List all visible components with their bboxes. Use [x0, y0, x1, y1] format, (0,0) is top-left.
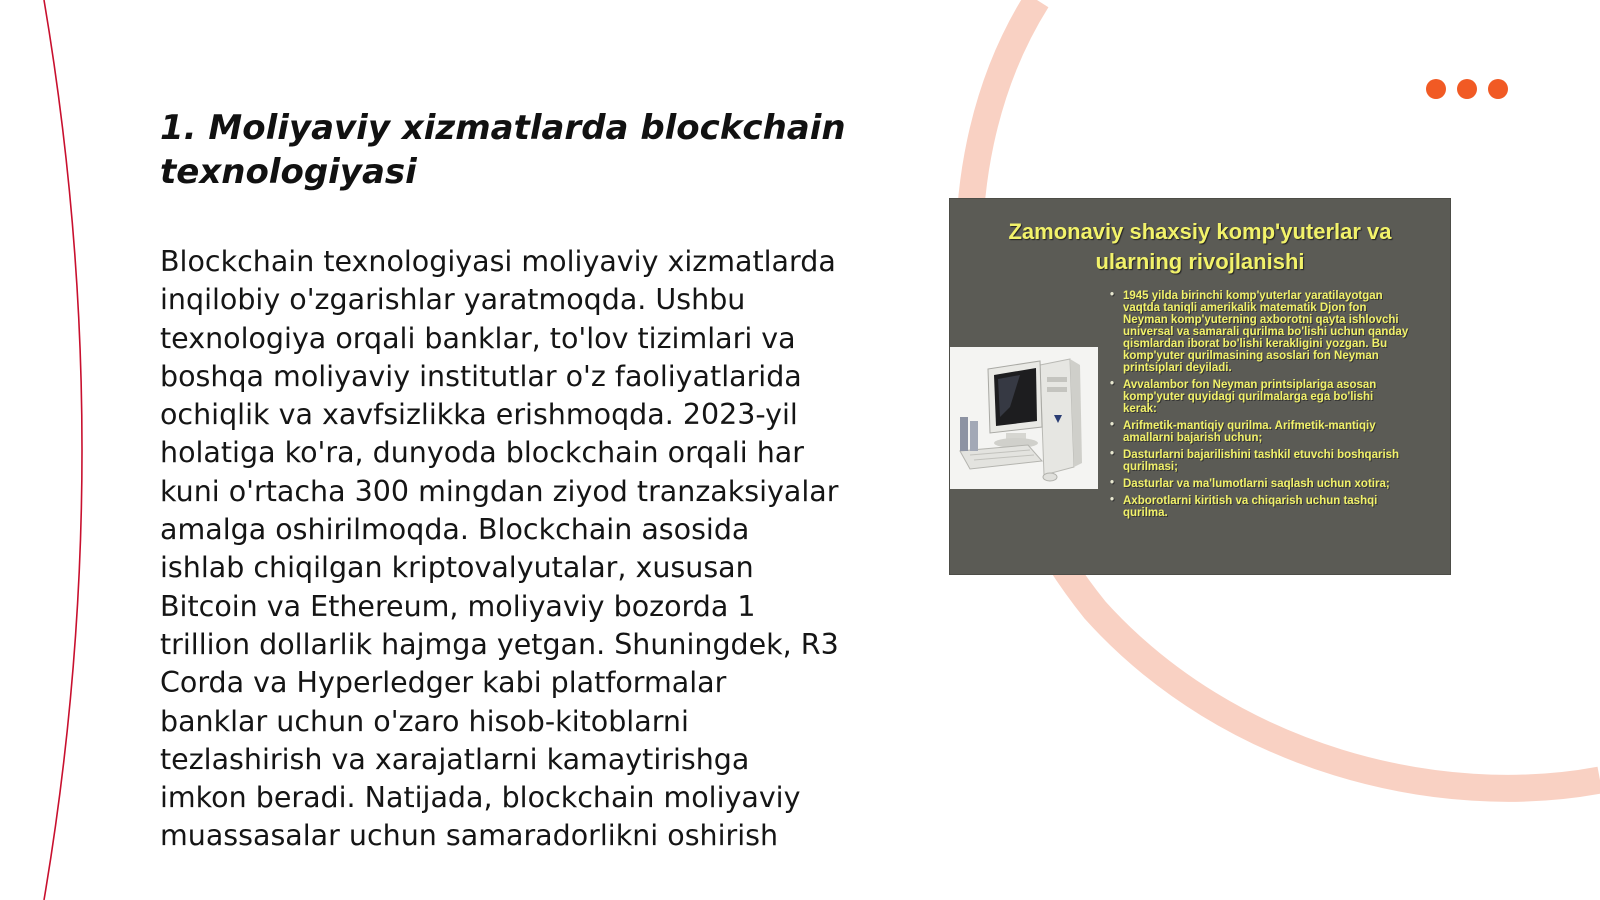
- slide-bullet: • Dasturlar va ma'lumotlarni saqlash uchun xotira;: [1110, 478, 1410, 490]
- computer-icon: [950, 347, 1098, 489]
- slide-image-title: [950, 217, 1450, 277]
- decorative-dots: [1426, 79, 1508, 99]
- body-paragraph: Blockchain texnologiyasi moliyaviy xizmatlarda inqilobiy o'zgarishlar yaratmoqda. Ushbu texnologiya orqali banklar, to'lov tizimlari va boshqa moliyaviy institutlar o'z faoliyatlarida ochiqlik va xavfsizlikka erishmoqda. 2023-yil holatiga ko'ra, dunyoda blockchain orqali har kuni o'rtacha 300 mingdan ziyod tranzaksiyalar amalga oshirilmoqda. Blockchain asosida ishlab chiqilgan kriptovalyutalar, xususan Bitcoin va Ethereum, moliyaviy bozorda 1 trillion dollarlik hajmga yetgan. Shuningdek, R3 Corda va Hyperledger kabi platformalar banklar uchun o'zaro hisob-kitoblarni tezlashirish va xarajatlarni kamaytirishga imkon beradi. Natijada, blockchain moliyaviy muassasalar uchun samaradorlikni oshirish: [160, 245, 839, 853]
- slide-bullet: • 1945 yilda birinchi komp'yuterlar yaratilayotgan vaqtda taniqli amerikalik matematik Djon fon Neyman komp'yuterning axborotni qayta ishlovchi universal va samarali qurilma bo'lishi uchun qanday qismlardan iborat bo'lishi kerakligini yozgan. Bu komp'yuter qurilmasining asoslari fon Neyman printsiplari deyiladi.: [1110, 290, 1410, 374]
- dot: [1426, 79, 1446, 99]
- embedded-slide-image: [950, 199, 1450, 574]
- slide-bullet: • Dasturlarni bajarilishini tashkil etuvchi boshqarish qurilmasi;: [1110, 449, 1410, 473]
- title-line-1: 1. Moliyaviy xizmatlarda blockchain: [160, 108, 846, 148]
- title-line-2: texnologiyasi: [160, 152, 417, 192]
- page-title: [160, 106, 860, 194]
- computer-picture: [950, 347, 1098, 489]
- dot: [1457, 79, 1477, 99]
- slide-bullet: • Arifmetik-mantiqiy qurilma. Arifmetik-mantiqiy amallarni bajarish uchun;: [1110, 420, 1410, 444]
- slide-bullet-list: [1110, 290, 1410, 524]
- dot: [1488, 79, 1508, 99]
- slide-title-line-2: ularning rivojlanishi: [1095, 249, 1305, 274]
- slide-bullet: • Axborotlarni kiritish va chiqarish uchun tashqi qurilma.: [1110, 495, 1410, 519]
- slide-title-line-1: Zamonaviy shaxsiy komp'yuterlar va: [1008, 219, 1392, 244]
- slide-bullet: • Avvalambor fon Neyman printsiplariga asosan komp'yuter quyidagi qurilmalarga ega bo'lishi kerak:: [1110, 379, 1410, 415]
